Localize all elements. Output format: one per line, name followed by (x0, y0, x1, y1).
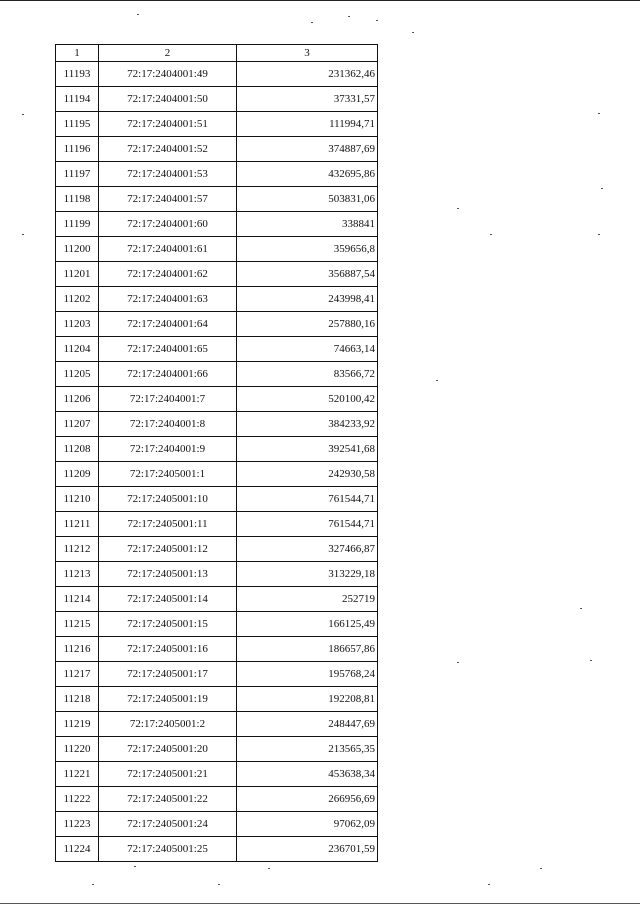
table-row (56, 162, 378, 187)
scan-speck (92, 884, 94, 885)
cadastral-value-cell: 356887,54 (237, 262, 378, 287)
table-row (56, 187, 378, 212)
table-row (56, 387, 378, 412)
row-number-cell: 11203 (56, 312, 99, 337)
cadastral-value-cell: 327466,87 (237, 537, 378, 562)
cadastral-value-cell: 453638,34 (237, 762, 378, 787)
scan-speck (540, 868, 542, 869)
table-row (56, 512, 378, 537)
table-row (56, 687, 378, 712)
table-row (56, 62, 378, 87)
cadastral-value-cell: 384233,92 (237, 412, 378, 437)
cadastral-value-cell: 166125,49 (237, 612, 378, 637)
table-row (56, 287, 378, 312)
cadastral-value-cell: 503831,06 (237, 187, 378, 212)
scan-speck (598, 234, 600, 235)
scan-speck (436, 380, 438, 381)
scan-speck (490, 234, 492, 235)
row-number-cell: 11224 (56, 837, 99, 862)
table-row (56, 787, 378, 812)
table-row (56, 762, 378, 787)
cadastral-number-cell: 72:17:2404001:62 (99, 262, 237, 287)
cadastral-value-cell: 761544,71 (237, 512, 378, 537)
table-row (56, 112, 378, 137)
cadastral-value-cell: 761544,71 (237, 487, 378, 512)
row-number-cell: 11210 (56, 487, 99, 512)
cadastral-value-cell: 432695,86 (237, 162, 378, 187)
row-number-cell: 11195 (56, 112, 99, 137)
cadastral-number-cell: 72:17:2405001:12 (99, 537, 237, 562)
row-number-cell: 11204 (56, 337, 99, 362)
scan-speck (268, 868, 270, 869)
cadastral-value-cell: 338841 (237, 212, 378, 237)
row-number-cell: 11207 (56, 412, 99, 437)
table-row (56, 612, 378, 637)
cadastral-number-cell: 72:17:2405001:21 (99, 762, 237, 787)
cadastral-number-cell: 72:17:2405001:15 (99, 612, 237, 637)
scan-speck (376, 20, 378, 21)
table-header (56, 45, 378, 62)
cadastral-value-cell: 74663,14 (237, 337, 378, 362)
table-row (56, 212, 378, 237)
cadastral-value-cell: 231362,46 (237, 62, 378, 87)
scan-speck (488, 884, 490, 885)
cadastral-number-cell: 72:17:2404001:66 (99, 362, 237, 387)
scan-speck (601, 188, 603, 189)
header-row (56, 45, 378, 62)
cadastral-value-cell: 111994,71 (237, 112, 378, 137)
header-col-1: 1 (56, 45, 99, 62)
table-row (56, 637, 378, 662)
header-col-2: 2 (99, 45, 237, 62)
table-row (56, 412, 378, 437)
cadastral-number-cell: 72:17:2404001:9 (99, 437, 237, 462)
row-number-cell: 11201 (56, 262, 99, 287)
row-number-cell: 11219 (56, 712, 99, 737)
cadastral-number-cell: 72:17:2405001:16 (99, 637, 237, 662)
cadastral-value-cell: 37331,57 (237, 87, 378, 112)
cadastral-value-cell: 243998,41 (237, 287, 378, 312)
cadastral-number-cell: 72:17:2405001:10 (99, 487, 237, 512)
row-number-cell: 11209 (56, 462, 99, 487)
cadastral-value-cell: 186657,86 (237, 637, 378, 662)
table-row (56, 437, 378, 462)
cadastral-value-cell: 248447,69 (237, 712, 378, 737)
cadastral-number-cell: 72:17:2404001:8 (99, 412, 237, 437)
cadastral-number-cell: 72:17:2404001:50 (99, 87, 237, 112)
cadastral-number-cell: 72:17:2404001:51 (99, 112, 237, 137)
row-number-cell: 11216 (56, 637, 99, 662)
cadastral-number-cell: 72:17:2404001:52 (99, 137, 237, 162)
cadastral-number-cell: 72:17:2404001:65 (99, 337, 237, 362)
cadastral-value-cell: 242930,58 (237, 462, 378, 487)
cadastral-value-cell: 192208,81 (237, 687, 378, 712)
table-row (56, 362, 378, 387)
scan-speck (590, 660, 592, 661)
scan-speck (412, 32, 414, 33)
row-number-cell: 11212 (56, 537, 99, 562)
cadastral-value-cell: 236701,59 (237, 837, 378, 862)
cadastral-value-cell: 252719 (237, 587, 378, 612)
table-row (56, 87, 378, 112)
row-number-cell: 11197 (56, 162, 99, 187)
scan-speck (137, 14, 139, 15)
cadastral-value-cell: 392541,68 (237, 437, 378, 462)
cadastral-number-cell: 72:17:2404001:7 (99, 387, 237, 412)
cadastral-value-cell: 520100,42 (237, 387, 378, 412)
table-row (56, 737, 378, 762)
scan-speck (218, 884, 220, 885)
table-row (56, 137, 378, 162)
cadastral-value-cell: 266956,69 (237, 787, 378, 812)
table-row (56, 487, 378, 512)
row-number-cell: 11200 (56, 237, 99, 262)
row-number-cell: 11196 (56, 137, 99, 162)
table-row (56, 262, 378, 287)
cadastral-value-cell: 213565,35 (237, 737, 378, 762)
cadastral-number-cell: 72:17:2404001:63 (99, 287, 237, 312)
row-number-cell: 11205 (56, 362, 99, 387)
cadastral-number-cell: 72:17:2405001:13 (99, 562, 237, 587)
table-row (56, 562, 378, 587)
cadastral-number-cell: 72:17:2405001:11 (99, 512, 237, 537)
cadastral-number-cell: 72:17:2405001:20 (99, 737, 237, 762)
page-top-edge (0, 0, 640, 1)
cadastral-number-cell: 72:17:2405001:24 (99, 812, 237, 837)
table-row (56, 837, 378, 862)
scan-speck (580, 608, 582, 609)
row-number-cell: 11214 (56, 587, 99, 612)
scan-speck (22, 114, 24, 115)
row-number-cell: 11194 (56, 87, 99, 112)
table-row (56, 712, 378, 737)
row-number-cell: 11221 (56, 762, 99, 787)
cadastral-number-cell: 72:17:2405001:22 (99, 787, 237, 812)
cadastral-number-cell: 72:17:2405001:1 (99, 462, 237, 487)
table-body (56, 62, 378, 862)
row-number-cell: 11202 (56, 287, 99, 312)
cadastral-number-cell: 72:17:2405001:19 (99, 687, 237, 712)
cadastral-number-cell: 72:17:2404001:60 (99, 212, 237, 237)
row-number-cell: 11222 (56, 787, 99, 812)
row-number-cell: 11198 (56, 187, 99, 212)
scan-speck (134, 866, 136, 867)
row-number-cell: 11218 (56, 687, 99, 712)
header-col-3: 3 (237, 45, 378, 62)
row-number-cell: 11215 (56, 612, 99, 637)
row-number-cell: 11199 (56, 212, 99, 237)
row-number-cell: 11217 (56, 662, 99, 687)
cadastral-value-cell: 83566,72 (237, 362, 378, 387)
cadastral-number-cell: 72:17:2404001:57 (99, 187, 237, 212)
cadastral-number-cell: 72:17:2405001:25 (99, 837, 237, 862)
cadastral-value-cell: 359656,8 (237, 237, 378, 262)
scan-speck (348, 16, 350, 17)
row-number-cell: 11211 (56, 512, 99, 537)
cadastral-number-cell: 72:17:2405001:17 (99, 662, 237, 687)
cadastral-number-cell: 72:17:2404001:49 (99, 62, 237, 87)
table-row (56, 337, 378, 362)
table-row (56, 812, 378, 837)
row-number-cell: 11193 (56, 62, 99, 87)
table-row (56, 312, 378, 337)
table-row (56, 537, 378, 562)
scan-speck (311, 22, 313, 23)
row-number-cell: 11213 (56, 562, 99, 587)
table-row (56, 237, 378, 262)
cadastral-value-cell: 313229,18 (237, 562, 378, 587)
cadastral-number-cell: 72:17:2405001:2 (99, 712, 237, 737)
cadastral-number-cell: 72:17:2404001:64 (99, 312, 237, 337)
table-row (56, 587, 378, 612)
cadastral-number-cell: 72:17:2404001:53 (99, 162, 237, 187)
cadastral-value-cell: 97062,09 (237, 812, 378, 837)
cadastral-value-cell: 374887,69 (237, 137, 378, 162)
scan-speck (22, 234, 24, 235)
scan-speck (598, 113, 600, 114)
row-number-cell: 11206 (56, 387, 99, 412)
page-bottom-edge (0, 903, 640, 904)
cadastral-value-cell: 195768,24 (237, 662, 378, 687)
row-number-cell: 11223 (56, 812, 99, 837)
cadastral-number-cell: 72:17:2405001:14 (99, 587, 237, 612)
row-number-cell: 11208 (56, 437, 99, 462)
cadastral-number-cell: 72:17:2404001:61 (99, 237, 237, 262)
scan-speck (457, 662, 459, 663)
table-row (56, 462, 378, 487)
row-number-cell: 11220 (56, 737, 99, 762)
scan-speck (457, 208, 459, 209)
cadastral-value-cell: 257880,16 (237, 312, 378, 337)
table-row (56, 662, 378, 687)
cadastral-value-table (55, 44, 378, 862)
